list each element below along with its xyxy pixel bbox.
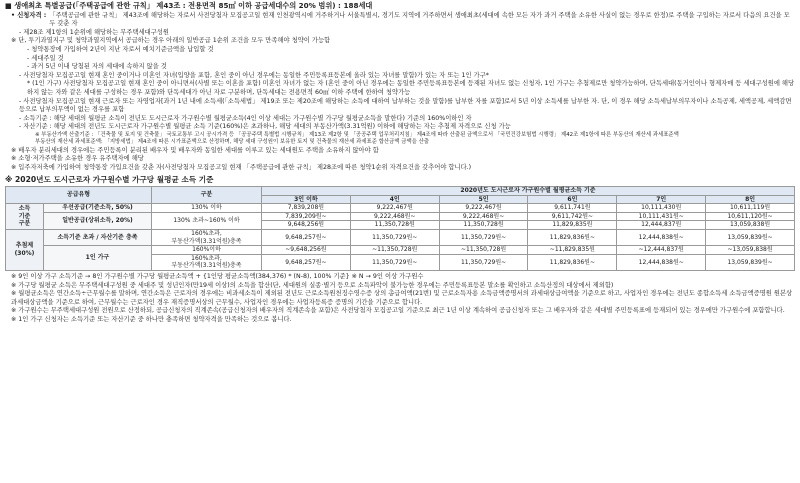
requirement-line: * (1인 가구) 사전당첨자 모집공고일 현재 혼인 중이 아니면서(사별 또는 이혼을 포함) 미혼인 자녀가 없는 자 (혼인 중이 아닌 경우에는 동일한 주민등록표등본에 등재된 자녀도 없는 신청자, 1인 가구는 추첨제로만 청약가능하며, 단독세대(동거인이나 형제자매 등 세대구성원에 해당하지 않는 자와 같은 세대를 구성하는 경우 포함)와 단독세대가 아닌 자로 구분하며, 단독세대는 전용면적 60㎡ 이하 주택에 한하여 청약가능 [27,80,795,96]
row-div: 160%초과, 부동산가액(3.31억원)충족 [152,230,262,246]
qualification [5,12,795,29]
requirement-line: - 소득기준 : 해당 세대의 월평균 소득이 전년도 도시근로자 가구원수별 월평균소득(4인 이상 세대는 가구원수별 가구당 월평균소득을 말한다) 기준의 160%이하인 자 [19,114,472,122]
requirement-line: - 과거 5년 이내 당첨된 자의 세대에 속하지 않을 것 [27,63,167,71]
cell: 11,829,836원~ [528,254,617,270]
cell: 11,350,729원~ [439,230,528,246]
table-title: ※ 2020년도 도시근로자 가구원수별 가구당 월평균 소득 기준 [5,174,214,184]
cell: 13,059,838원 [706,221,795,230]
section-title: ■ 생애최초 특별공급(「주택공급에 관한 규칙」 제43조 : 전용면적 85㎡ 이하 공급세대수의 20% 범위) : 188세대 [5,1,373,10]
header-group: 2020년도 도시근로자 가구원수별 월평균소득 기준 [262,187,795,196]
row-div: 130% 초과~160% 이하 [152,212,262,229]
footnote: ※ 가구당 월평균 소득은 무주택세대구성원 중 세대주 및 성년인자(만19세 이상)의 소득을 합산(단, 세대원의 실종·별거 등으로 소득파악이 불가능한 경우에는 주민등록표등본 말소를 확인하고 소득산정의 대상에서 제외함) [11,281,614,289]
qualification-label: • 신청자격 : [11,11,47,19]
header-div: 구분 [152,187,262,204]
row-div: 160%이하 [152,246,262,255]
requirement-line: - 사전당첨자 모집공고일 현재 근로자 또는 자영업자[과거 1년 내에 소득세(「소득세법」 제19조 또는 제20조에 해당하는 소득에 대하여 납부하는 것을 말함)를 납부한 자를 포함]로서 5년 이상 소득세를 납부한 자. 단, 이 경우 해당 소득세납부의무자이나 소득공제, 세액공제, 세액감면 등으로 납부의무액이 없는 경우를 포함 [19,97,792,114]
cell: ~12,444,837원 [617,246,706,255]
cell: 10,111,431원~ [617,212,706,221]
cell: ~11,829,835원 [528,246,617,255]
header-type: 공급유형 [6,187,152,204]
cell: 10,611,120원~ [706,212,795,221]
cell: ~13,059,838원 [706,246,795,255]
cell: 9,611,742원~ [528,212,617,221]
cell: 11,350,728원 [439,221,528,230]
requirement-line: - 자산기준 : 해당 세대의 전년도 도시근로자 가구원수별 월평균 소득 기준(160%)은 초과하나, 해당 세대의 부동산가액(3.31억원) 이하에 해당하는 자는 추첨제 자격으로 신청 가능 [19,123,511,131]
table-row [6,212,795,221]
cell: ~9,648,256원 [262,246,351,255]
income-table [5,186,795,271]
cell: 9,648,257원~ [262,230,351,246]
table-row [6,230,795,246]
header-size: 5인 [439,195,528,204]
header-size: 7인 [617,195,706,204]
table-row [6,204,795,213]
cell: 11,350,728원 [350,221,439,230]
category-lottery: 추첨제 (30%) [6,230,44,271]
cell: 11,350,729원~ [350,254,439,270]
requirements-list [5,29,795,173]
cell: 13,059,839원~ [706,230,795,246]
cell: ~11,350,728원 [350,246,439,255]
requirement-line: ※ 배우자 분리세대의 경우에는 주민등록이 분리된 배우자 및 배우자와 동일한 세대를 이루고 있는 세대원도 주택을 소유하지 않아야 함 [11,146,379,154]
row-div: 160%초과, 부동산가액(3.31억원)충족 [152,254,262,270]
footnote: ※ 1인 가구 신청자는 소득기준 또는 자산기준 중 하나만 충족하면 청약자격을 만족하는 것으로 봅니다. [11,316,292,323]
table-row [6,246,795,255]
requirement-line: ※ 부동산가액 산출기준 : 「건축물 및 토지 및 건축물」 국토교통부 고시 공시가격 등 「공공주택 특별법 시행규칙」 제13조 제2항 및 「공공주택 업무처리지침」 제4조에 따라 산출된 금액으로서 「국민건강보험법 시행령」 제42조 제1항에 따른 부동산의 재산세 과세표준액 [35,131,679,138]
cell: 12,444,838원~ [617,230,706,246]
cell: 10,611,119원 [706,204,795,213]
cell: 7,839,209원~ [262,212,351,221]
cell: 11,350,729원~ [439,254,528,270]
header-size: 6인 [528,195,617,204]
cell: 11,829,835원 [528,221,617,230]
row-type: 일반공급(상위소득, 20%) [44,212,152,229]
footnote: ※ 가구원수는 무주택세대구성원 전원으로 산정하되, 공급신청자의 직계존속(공급신청자의 배우자의 직계존속을 포함)은 사전당첨자 모집공고일 기준으로 최근 1년 이상 계속하여 공급신청자 또는 그 배우자와 같은 세대별 주민등록표에 등재되어 있는 경우에만 가구원수에 포함합니다. [11,307,785,315]
row-type: 소득기준 초과 / 자산기준 충족 [44,230,152,246]
cell: 9,648,257원~ [262,254,351,270]
cell: ~11,350,728원 [439,246,528,255]
row-type: 1인 가구 [44,246,152,271]
footnote: ※ 9인 이상 가구 소득기준 → 8인 가구원수별 가구당 월평균소득액 + {1인당 평균소득액(384,376) * (N-8), 100% 기준} ※ N → 9인 이상 가구원수 [11,273,424,281]
cell: 12,444,837원 [617,221,706,230]
cell: 11,350,729원~ [350,230,439,246]
cell: 11,829,836원~ [528,230,617,246]
requirement-line: - 청약통장에 가입하여 2년이 지난 자로서 예치기준금액을 납입할 것 [27,45,214,53]
requirement-line: - 제28조 제1항의 1순위에 해당하는 무주택세대구성원 [19,28,169,36]
cell: 9,648,256원 [262,221,351,230]
header-size: 8인 [706,195,795,204]
qualification-text: 「주택공급에 관한 규칙」 제43조에 해당하는 자로서 사전당첨자 모집공고일 현재 인천광역시에 거주하거나 서울특별시, 경기도 지역에 거주하면서 생애최초(세대에 속한 모든 자가 과거 주택을 소유한 사실이 없는 경우로 한정)로 주택을 구입하는 자로서 다음의 요건을 모두 갖춘 자 [49,11,790,28]
requirement-line: ※ 소형·저가주택을 소유한 경우 유주택자에 해당 [11,155,144,163]
cell: 9,222,467원 [439,204,528,213]
footnotes [5,273,795,325]
footnote: ※ 월평균소득은 연간소득÷근무월수를 말하며, 연간소득은 근로자의 경우에는 비과세소득이 제외된 전년도 근로소득원천징수영수증 상의 총급여액(21번) 및 근로소득자용 소득금액증명서의 과세대상급여액을 기준으로 하고, 사업자인 경우에는 전년도 종합소득세 소득금액증명원 원본상 과세대상금액을 기준으로 하여, 근무월수는 근로자인 경우 재직증명서상의 근무월수, 사업자인 경우에는 사업자등록증 증명의 기간을 기준으로 합니다. [11,290,793,306]
cell: 12,444,838원~ [617,254,706,270]
row-div: 130% 이하 [152,204,262,213]
requirement-line: ※ 입주자저축에 가입하여 청약통장 가입요건을 갖춘 자(사전당첨자 모집공고일 현재 「주택공급에 관한 규칙」 제28조에 따른 청약1순위 자격요건을 갖추어야 합니다.) [11,163,472,171]
requirement-line: 부동산의 재산세 과세표준액: 「지방세법」 제4조에 따른 시가표준액으로 산정하며, 해당 세대 구성원이 보유한 토지 및 건축물의 재산세 과세표준 합산금액 금액을 산출 [35,139,429,146]
cell: 9,222,468원~ [350,212,439,221]
cell: 9,611,741원 [528,204,617,213]
cell: 9,222,467원 [350,204,439,213]
cell: 13,059,839원~ [706,254,795,270]
header-size: 3인 이하 [262,195,351,204]
cell: 7,839,208원 [262,204,351,213]
row-type: 우선공급(기준소득, 50%) [44,204,152,213]
requirement-line: - 세대주일 것 [27,54,64,62]
cell: 10,111,430원 [617,204,706,213]
header-size: 4인 [350,195,439,204]
cell: 9,222,468원~ [439,212,528,221]
category-income: 소득 기준 구분 [6,204,44,230]
requirement-line: ※ 단, 투기과열지구 및 청약과열지역에서 공급하는 경우 아래의 일반공급 1순위 조건을 모두 만족해야 청약이 가능함 [11,37,331,45]
requirement-line: - 사전당첨자 모집공고일 현재 혼인 중이거나 미혼인 자녀(입양을 포함, 혼인 중이 아닌 경우에는 동일한 주민등록표등본에 올라 있는 자녀를 말함)가 있는 자 또는 1인 가구* [19,71,489,79]
